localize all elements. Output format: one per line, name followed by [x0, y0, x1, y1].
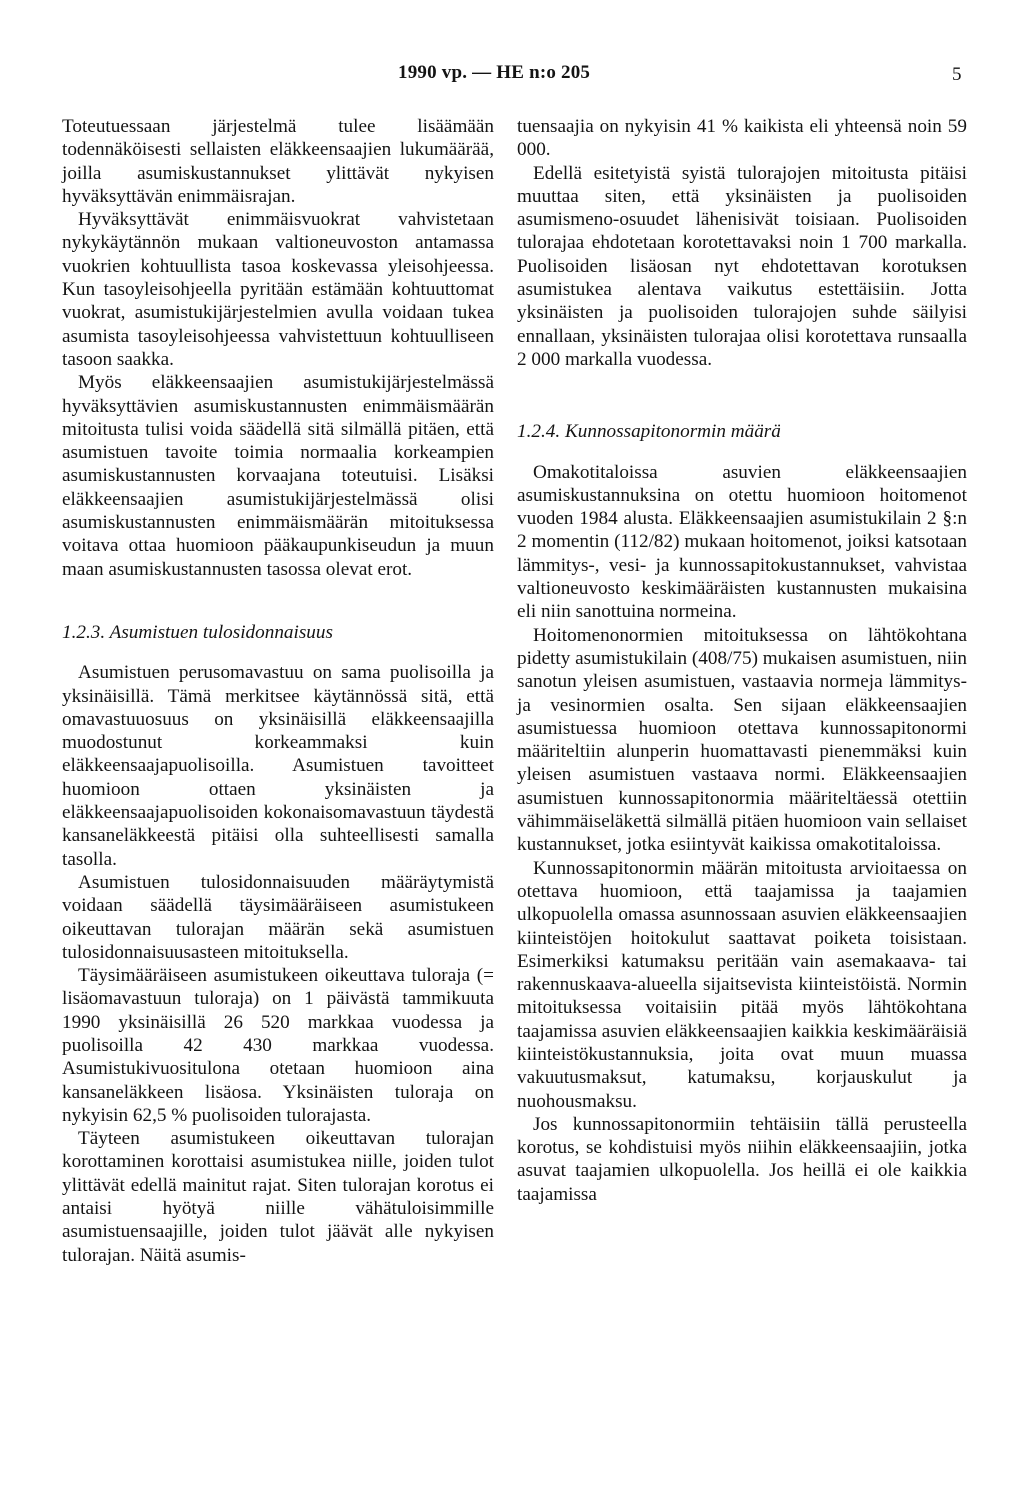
- running-head: 1990 vp. — HE n:o 205: [398, 62, 591, 83]
- paragraph: Täysimääräiseen asumistukeen oikeuttava tuloraja (= lisäomavastuun tuloraja) on 1 päivästä tammikuuta 1990 yksinäisillä 26 520 markkaa vuodessa ja puolisoilla 42 430 markkaa vuodessa. Asumistukivuositulona otetaan huomioon aina kansaneläkkeen lisäosa. Yksinäisten tuloraja on nykyisin 62,5 % puolisoiden tulorajasta.: [62, 965, 494, 1126]
- paragraph: Omakotitaloissa asuvien eläkkeensaajien asumiskustannuksina on otettu huomioon hoitomenot vuoden 1984 alusta. Eläkkeensaajien asumistukilain 2 §:n 2 momentin (112/82) mukaan hoitomenot, joiksi katsotaan lämmitys-, vesi- ja kunnossapitokustannukset, vahvistaa valtioneuvosto keskimääräisten kustannusten mukaisina eli niin sanottuina normeina.: [517, 461, 967, 623]
- left-column: [62, 115, 494, 1267]
- paragraph: tuensaajia on nykyisin 41 % kaikista eli yhteensä noin 59 000.: [517, 116, 967, 161]
- section-title: 1.2.3. Asumistuen tulosidonnaisuus: [62, 621, 333, 643]
- section-title: 1.2.4. Kunnossapitonormin määrä: [517, 421, 781, 443]
- paragraph: Kunnossapitonormin määrän mitoitusta arvioitaessa on otettava huomioon, että taajamissa ja taajamien ulkopuolella omassa asunnossaan asuvien eläkkeensaajien kiinteistöjen hoitokulut saattavat poiketa toisistaan. Esimerkiksi katumaksu peritään vain asemakaava- tai rakennuskaava-alueella sijaitsevista kiinteistöistä. Normin mitoituksessa voitaisiin pitää myös lähtökohtana taajamissa asuvien eläkkeensaajien kaikkia keskimääräisiä kiinteistökustannuksia, joita ovat muun muassa vakuutusmaksut, katumaksu, korjauskulut ja nuohousmaksu.: [517, 857, 967, 1112]
- paragraph: Edellä esitetyistä syistä tulorajojen mitoitusta pitäisi muuttaa siten, että yksinäisten ja puolisoiden asumismeno-osuudet lähenisivät toisiaan. Puolisoiden tulorajaa ehdotetaan korotettavaksi noin 1 700 markalla. Puolisoiden lisäosan nyt ehdotettavan korotuksen asumistukea alentava vaikutus estettäisiin. Jotta yksinäisten ja puolisoiden tulorajojen suhde säilyisi ennallaan, yksinäisten tulorajaa olisi korotettava runsaalla 2 000 markalla vuodessa.: [517, 162, 967, 370]
- paragraph: Asumistuen tulosidonnaisuuden määräytymistä voidaan säädellä täysimääräiseen asumistukeen oikeuttavan tulorajan määrän sekä asumistuen tulosidonnaisuusasteen mitoituksella.: [62, 871, 494, 963]
- spacer: [517, 371, 967, 420]
- paragraph: Hoitomenonormien mitoituksessa on lähtökohtana pidetty asumistukilain (408/75) mukaisen asumistuen, niin sanotun yleisen asumistuen, vastaavia normeja lämmitys- ja vesinormien osalta. Sen sijaan eläkkeensaajien asumistuessa huomioon otettava kunnossapitonormi määriteltiin alunperin huomattavasti pienemmäksi kuin yleisen asumistuen vastaava normi. Eläkkeensaajien asumistuen kunnossapitonormia määriteltäessä otettiin vähimmäiseläkettä silmällä pitäen huomioon vain sellaiset kustannukset, jotka esiintyvät kaikissa omakotitaloissa.: [517, 624, 967, 856]
- paragraph: Asumistuen perusomavastuu on sama puolisoilla ja yksinäisillä. Tämä merkitsee käytännössä sitä, että omavastuuosuus on yksinäisillä eläkkeensaajilla muodostunut korkeammaksi kuin eläkkeensaajapuolisoilla. Asumistuen tavoitteet huomioon ottaen yksinäisten ja eläkkeensaajapuolisoiden kokonaisomavastuun täydestä kansaneläkkeestä pitäisi olla suhteellisesti samalla tasolla.: [62, 662, 494, 870]
- paragraph: Hyväksyttävät enimmäisvuokrat vahvistetaan nykykäytännön mukaan valtioneuvoston antamassa vuokrien kohtuullista tasoa koskevassa yleisohjeessa. Kun tasoyleisohjeella pyritään estämään kohtuuttomat vuokrat, asumistukijärjestelmien avulla voidaan tukea asumista tasoyleisohjeessa vahvistettuun kohtuulliseen tasoon saakka.: [62, 209, 494, 370]
- paragraph: Täyteen asumistukeen oikeuttavan tulorajan korottaminen korottaisi asumistukea niille, joiden tulot ylittävät edellä mainitut rajat. Siten tulorajan korotus ei antaisi hyötyä niille vähätuloisimmille asumistuensaajille, joiden tulot jäävät alle nykyisen tulorajan. Näitä asumis-: [62, 1128, 494, 1266]
- paragraph: Toteutuessaan järjestelmä tulee lisäämään todennäköisesti sellaisten eläkkeensaajien lukumäärää, joilla asumiskustannukset ylittävät nykyisen hyväksyttävän enimmäisrajan.: [62, 116, 494, 207]
- spacer: [517, 444, 967, 461]
- right-column: [517, 115, 967, 1206]
- page-number: 5: [952, 64, 962, 85]
- spacer: [62, 644, 494, 661]
- spacer: [62, 581, 494, 621]
- paragraph: Jos kunnossapitonormiin tehtäisiin tällä perusteella korotus, se kohdistuisi myös niihin eläkkeensaajiin, jotka asuvat taajamien ulkopuolella. Jos heillä ei ole kaikkia taajamissa: [517, 1113, 967, 1205]
- paragraph: Myös eläkkeensaajien asumistukijärjestelmässä hyväksyttävien asumiskustannusten enimmäismäärän mitoitusta tulisi voida säädellä sitä silmällä pitäen, että asumistuen tavoite toimia normaalia korkeampien asumiskustannusten korvaajana toteutuisi. Lisäksi eläkkeensaajien asumistukijärjestelmässä olisi asumiskustannusten enimmäismäärän mitoituksessa voitava ottaa huomioon pääkaupunkiseudun ja muun maan asumiskustannusten tasossa olevat erot.: [62, 372, 494, 580]
- page-header: [0, 62, 1024, 92]
